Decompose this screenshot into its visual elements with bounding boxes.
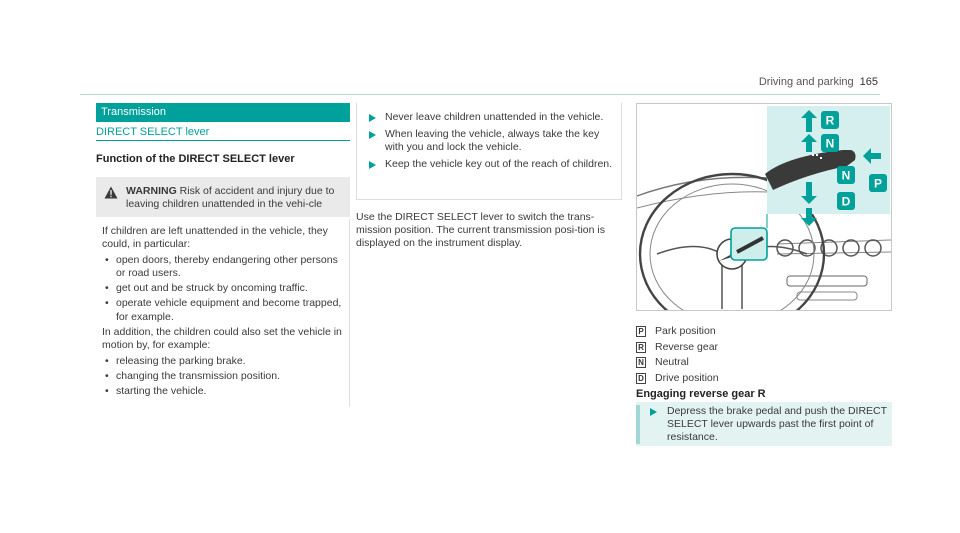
legend-key: N bbox=[636, 357, 646, 368]
warning-intro-2: In addition, the children could also set the vehicle in motion by, for example: bbox=[102, 326, 342, 352]
list-item: • get out and be struck by oncoming traffic. bbox=[102, 282, 343, 295]
badge-n1-label: N bbox=[825, 136, 835, 151]
legend-item bbox=[636, 340, 892, 356]
header-rule bbox=[80, 94, 880, 95]
legend-label: Reverse gear bbox=[655, 340, 719, 353]
list-item: • releasing the parking brake. bbox=[102, 355, 343, 368]
warning-text: Risk of accident and injury due to leaving children unattended in the vehi-cle bbox=[126, 185, 335, 210]
page-number: 165 bbox=[859, 76, 878, 88]
list-item: • operate vehicle equipment and become trapped, for example. bbox=[102, 297, 343, 324]
legend-label: Park position bbox=[655, 325, 716, 337]
badge-r-label: R bbox=[825, 113, 835, 128]
section-title: Transmission bbox=[96, 103, 350, 122]
illustration-svg bbox=[637, 104, 891, 310]
badge-d-label: D bbox=[841, 194, 851, 209]
warning-intro: If children are left unattended in the vehicle, they could, in particular: bbox=[102, 225, 328, 251]
column-left bbox=[96, 103, 350, 407]
warning-continuation bbox=[356, 103, 622, 200]
badge-p-label: P bbox=[873, 176, 883, 191]
step-text: Depress the brake pedal and push the DIRECT SELECT lever upwards past the first point of resistance. bbox=[667, 405, 887, 443]
legend-key: R bbox=[636, 342, 646, 353]
cockpit-illustration bbox=[636, 103, 892, 311]
legend-item bbox=[636, 355, 892, 371]
item-text: Keep the vehicle key out of the reach of children. bbox=[385, 158, 613, 170]
list-item bbox=[369, 128, 613, 154]
arrow-icon bbox=[369, 114, 376, 122]
warning-box bbox=[96, 177, 350, 407]
subheading: DIRECT SELECT lever bbox=[96, 126, 350, 141]
legend-item bbox=[636, 371, 892, 387]
item-text: When leaving the vehicle, always take the key with you and lock the vehicle. bbox=[385, 128, 600, 153]
list-item bbox=[369, 158, 613, 171]
list-item: • open doors, thereby endangering other persons or road users. bbox=[102, 254, 343, 281]
arrow-icon bbox=[650, 408, 657, 416]
body-paragraph: Use the DIRECT SELECT lever to switch the trans-mission position. The current transmission posi-tion is displayed on the instrument display. bbox=[356, 211, 605, 249]
legend-label: Drive position bbox=[655, 371, 719, 384]
list-item: • starting the vehicle. bbox=[102, 385, 343, 398]
legend-key: P bbox=[636, 326, 646, 337]
legend-key: D bbox=[636, 373, 646, 384]
step-marker-bar bbox=[636, 405, 640, 444]
column-middle bbox=[356, 103, 622, 250]
warning-triangle-icon bbox=[104, 186, 118, 199]
warning-list-2 bbox=[102, 355, 343, 399]
legend-label: Neutral bbox=[655, 356, 689, 368]
instruction-step bbox=[636, 402, 892, 446]
warning-label: WARNING bbox=[126, 185, 177, 197]
item-text: Never leave children unattended in the vehicle. bbox=[385, 111, 604, 123]
function-title: Function of the DIRECT SELECT lever bbox=[96, 153, 295, 165]
warning-body bbox=[96, 219, 350, 407]
column-right bbox=[636, 103, 892, 446]
legend-item bbox=[636, 324, 892, 340]
arrow-icon bbox=[369, 131, 376, 139]
arrow-icon bbox=[369, 161, 376, 169]
list-item bbox=[369, 111, 613, 124]
running-header bbox=[759, 76, 878, 88]
warning-list-1 bbox=[102, 254, 343, 324]
warning-header bbox=[96, 177, 350, 219]
warning-text-block bbox=[126, 185, 344, 211]
list-item: • changing the transmission position. bbox=[102, 370, 343, 383]
position-legend bbox=[636, 324, 892, 386]
badge-n2-label: N bbox=[841, 168, 851, 183]
header-section: Driving and parking bbox=[758, 76, 854, 88]
engage-reverse-title: Engaging reverse gear R bbox=[636, 388, 766, 400]
